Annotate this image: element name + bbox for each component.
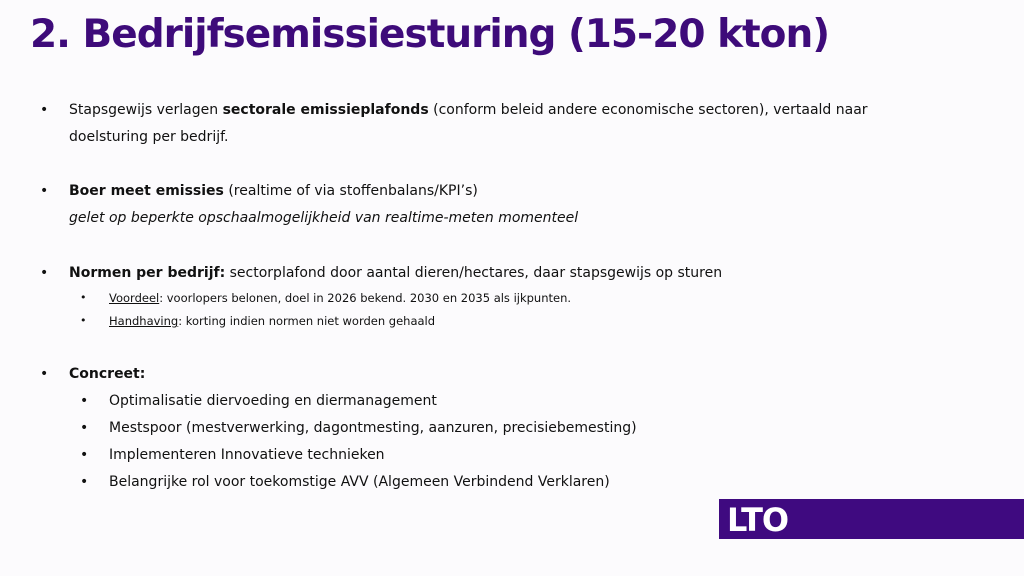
- sub-1-label: Voordeel: [109, 291, 160, 305]
- bullet-marker: •: [40, 366, 49, 382]
- bullet-1-text: [69, 97, 949, 151]
- bullet-2-bold: Boer meet emissies: [69, 183, 224, 199]
- sub-2-text: : korting indien normen niet worden gehaald: [178, 314, 436, 328]
- sub-1-text: : voorlopers belonen, doel in 2026 bekend. 2030 en 2035 als ijkpunten.: [159, 291, 572, 305]
- slide-title: 2. Bedrijfsemissiesturing (15-20 kton): [30, 12, 830, 57]
- bullet-3-post: sectorplafond door aantal dieren/hectares, daar stapsgewijs op sturen: [225, 265, 723, 281]
- bullet-1-post: (conform beleid andere economische sectoren), vertaald naar doelsturing per bedrijf.: [69, 102, 868, 145]
- sub-bullet-marker: •: [80, 393, 89, 409]
- sub-2-label: Handhaving: [109, 314, 179, 328]
- concreet-item: Belangrijke rol voor toekomstige AVV (Algemeen Verbindend Verklaren): [109, 474, 610, 490]
- concreet-item: Mestspoor (mestverwerking, dagontmesting, aanzuren, precisiebemesting): [109, 420, 637, 436]
- bullet-3-text: [69, 260, 949, 287]
- bullet-2-post: (realtime of via stoffenbalans/KPI’s): [223, 183, 478, 199]
- bullet-3-sub-2: [109, 314, 435, 328]
- concreet-item: Optimalisatie diervoeding en diermanagement: [109, 393, 437, 409]
- sub-bullet-marker: •: [80, 474, 89, 490]
- bullet-1-bold: sectorale emissieplafonds: [222, 102, 429, 118]
- bullet-2-italic: gelet op beperkte opschaalmogelijkheid van realtime-meten momenteel: [69, 210, 579, 226]
- bullet-3-sub-1: [109, 291, 571, 305]
- sub-bullet-marker: •: [80, 291, 87, 304]
- sub-bullet-marker: •: [80, 447, 89, 463]
- sub-bullet-marker: •: [80, 420, 89, 436]
- lto-logo: [719, 499, 1024, 539]
- concreet-item: Implementeren Innovatieve technieken: [109, 447, 385, 463]
- sub-bullet-marker: •: [80, 314, 87, 327]
- bullet-marker: •: [40, 265, 49, 281]
- bullet-4-text: [69, 361, 949, 388]
- bullet-3-bold: Normen per bedrijf:: [69, 265, 226, 281]
- bullet-2-text: [69, 178, 949, 232]
- bullet-marker: •: [40, 102, 49, 118]
- bullet-marker: •: [40, 183, 49, 199]
- lto-logo-text: LTO: [727, 501, 789, 539]
- bullet-1-pre: Stapsgewijs verlagen: [69, 102, 223, 118]
- bullet-4-bold: Concreet:: [69, 366, 146, 382]
